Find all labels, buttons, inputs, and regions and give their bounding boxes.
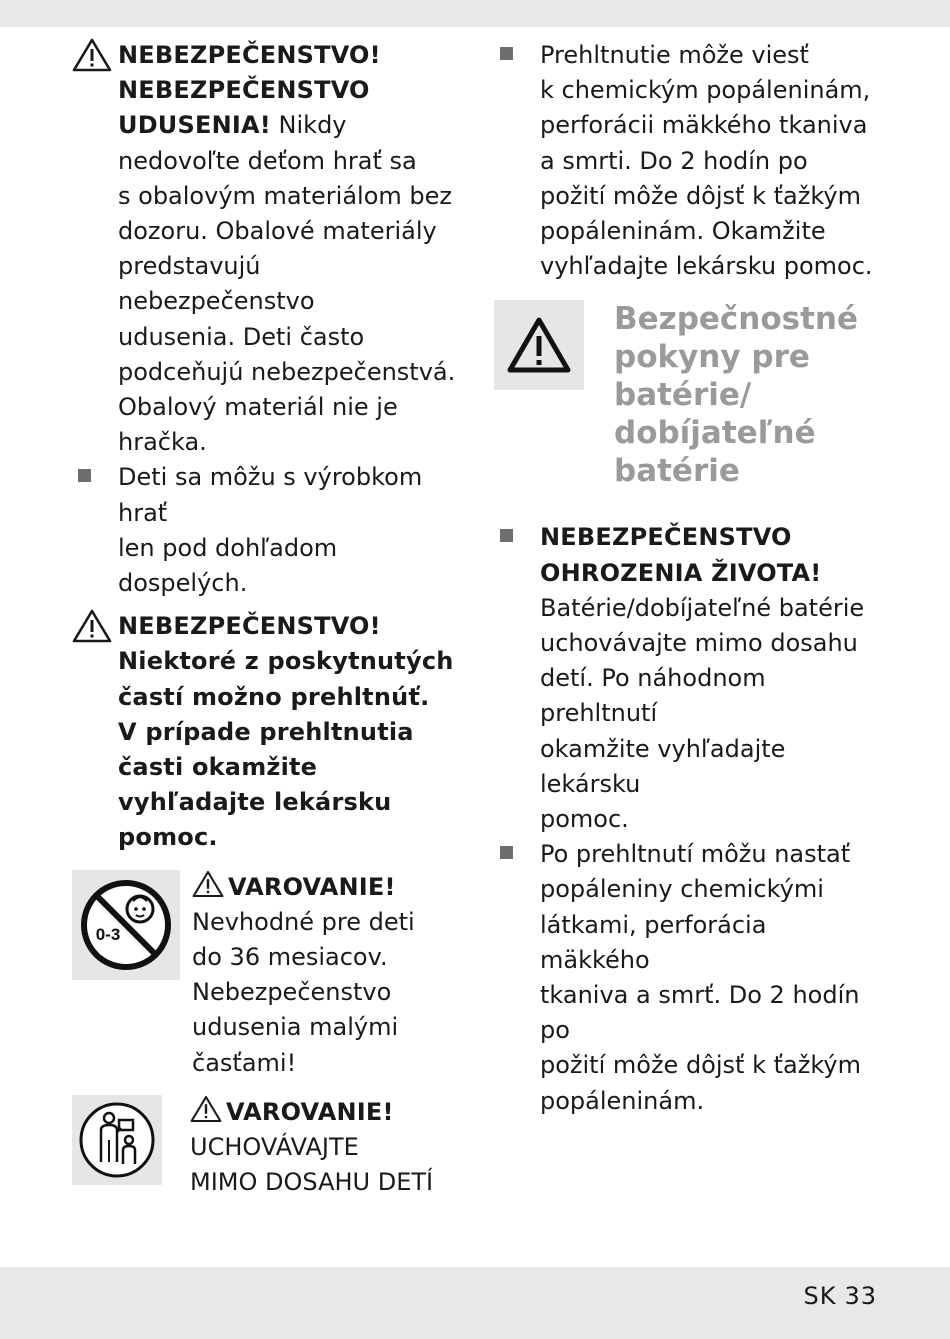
no-children-under-3-icon — [78, 877, 174, 973]
left-column — [72, 38, 464, 1201]
section-title-line: Bezpečnostné — [614, 301, 859, 338]
warning-triangle-icon — [72, 38, 112, 72]
bullet-line: popáleninám. — [540, 1086, 705, 1115]
warning-title-line: NEBEZPEČENSTVO! — [118, 41, 381, 69]
age-pictogram — [72, 870, 180, 980]
bullet-line: detí. Po náhodnom prehltnutí — [540, 664, 766, 728]
varovanie-age-text — [180, 870, 415, 1081]
warning-body-line: hračka. — [118, 428, 207, 457]
keep-away-from-children-icon — [77, 1100, 157, 1180]
warning-triangle-icon — [506, 316, 572, 374]
section-title — [614, 300, 858, 490]
battery-section-heading — [494, 300, 878, 490]
bullet-square-icon — [500, 846, 513, 859]
section-title-line: pokyny pre — [614, 339, 810, 376]
warning-body-start: Nikdy — [270, 111, 347, 140]
warning-line: Niektoré z poskytnutých — [118, 647, 454, 676]
bullet-line: okamžite vyhľadajte lekársku — [540, 734, 786, 798]
keep-away-pictogram — [72, 1095, 162, 1185]
bullet-supervision — [72, 460, 464, 601]
bullet-line: popáleniny chemickými — [540, 875, 824, 904]
warning-triangle-icon — [72, 609, 112, 643]
age-pictogram-label: 0-3 — [95, 924, 121, 944]
varovanie-line: Nebezpečenstvo — [192, 978, 392, 1007]
bullet-line: Batérie/dobíjateľné batérie — [540, 593, 865, 622]
section-title-line: batérie/ — [614, 377, 752, 414]
bullet-line: a smrti. Do 2 hodín po — [540, 146, 808, 175]
varovanie-line: do 36 mesiacov. — [192, 943, 388, 972]
section-title-line: batérie — [614, 453, 740, 490]
bullet-line: Deti sa môžu s výrobkom hrať — [118, 463, 423, 527]
warning-body-line: podceňujú nebezpečenstvá. — [118, 357, 456, 386]
footer-language: SK — [803, 1282, 837, 1310]
section-title-line: dobíjateľné — [614, 415, 816, 452]
bullet-line: perforácii mäkkého tkaniva — [540, 111, 868, 140]
right-column — [494, 38, 878, 1119]
bullet-title-line: NEBEZPEČENSTVO — [540, 523, 792, 552]
bullet-line: len pod dohľadom dospelých. — [118, 533, 338, 598]
bullet-line: Prehltnutie môže viesť — [540, 41, 809, 69]
page-footer — [795, 1282, 877, 1310]
varovanie-title: VAROVANIE! — [226, 1097, 394, 1126]
warning-title-last: UDUSENIA! — [118, 111, 271, 140]
warning-line: vyhľadajte lekársku — [118, 788, 392, 817]
bullet-line: látkami, perforácia mäkkého — [540, 910, 767, 974]
warning-body-line: udusenia. Deti často — [118, 322, 365, 351]
varovanie-age — [72, 870, 464, 1081]
warning-body-line: Obalový materiál nie je — [118, 393, 398, 422]
bullet-line: k chemickým popáleninám, — [540, 76, 871, 105]
warning-suffocation — [72, 38, 464, 460]
bullet-square-icon — [500, 529, 513, 542]
section-warning-box — [494, 300, 584, 390]
varovanie-title: VAROVANIE! — [228, 872, 396, 901]
bullet-square-icon — [500, 47, 513, 60]
bullet-line: pomoc. — [540, 805, 629, 834]
varovanie-line: MIMO DOSAHU DETÍ — [190, 1168, 434, 1197]
warning-body-line: predstavujú nebezpečenstvo — [118, 252, 315, 316]
bullet-title-line: OHROZENIA ŽIVOTA! — [540, 558, 822, 587]
warning-line: NEBEZPEČENSTVO! — [118, 612, 381, 641]
warning-body-line: nedovoľte deťom hrať sa — [118, 146, 417, 175]
varovanie-line: udusenia malými — [192, 1013, 399, 1042]
bullet-line: Po prehltnutí môžu nastať — [540, 840, 851, 869]
varovanie-line: časťami! — [192, 1048, 297, 1077]
bullet-ingestion — [494, 38, 878, 284]
warning-line: pomoc. — [118, 823, 218, 852]
warning-swallow — [72, 609, 464, 855]
warning-body-line: dozoru. Obalové materiály — [118, 217, 437, 246]
bullet-line: uchovávajte mimo dosahu — [540, 629, 858, 658]
bullet-life-danger — [494, 520, 878, 837]
bullet-square-icon — [78, 469, 91, 482]
warning-triangle-icon — [190, 1095, 222, 1123]
warning-triangle-icon — [192, 870, 224, 898]
bullet-line: popáleninám. Okamžite — [540, 217, 826, 246]
warning-body-line: s obalovým materiálom bez — [118, 181, 452, 210]
top-band — [0, 0, 950, 27]
bullet-chemical-burns — [494, 837, 878, 1119]
bullet-line: vyhľadajte lekársku pomoc. — [540, 252, 873, 281]
warning-line: V prípade prehltnutia — [118, 717, 414, 746]
footer-page-number: 33 — [844, 1282, 877, 1310]
varovanie-keep-away — [72, 1095, 464, 1201]
varovanie-keep-away-text — [190, 1095, 433, 1201]
warning-line: časti okamžite — [118, 753, 318, 782]
warning-title-line: NEBEZPEČENSTVO — [118, 76, 370, 105]
warning-line: častí možno prehltnúť. — [118, 682, 430, 711]
bullet-line: požití môže dôjsť k ťažkým — [540, 1051, 861, 1080]
bullet-line: požití môže dôjsť k ťažkým — [540, 181, 861, 210]
bullet-line: tkaniva a smrť. Do 2 hodín po — [540, 981, 860, 1045]
varovanie-line: UCHOVÁVAJTE — [190, 1133, 359, 1162]
varovanie-line: Nevhodné pre deti — [192, 907, 415, 936]
